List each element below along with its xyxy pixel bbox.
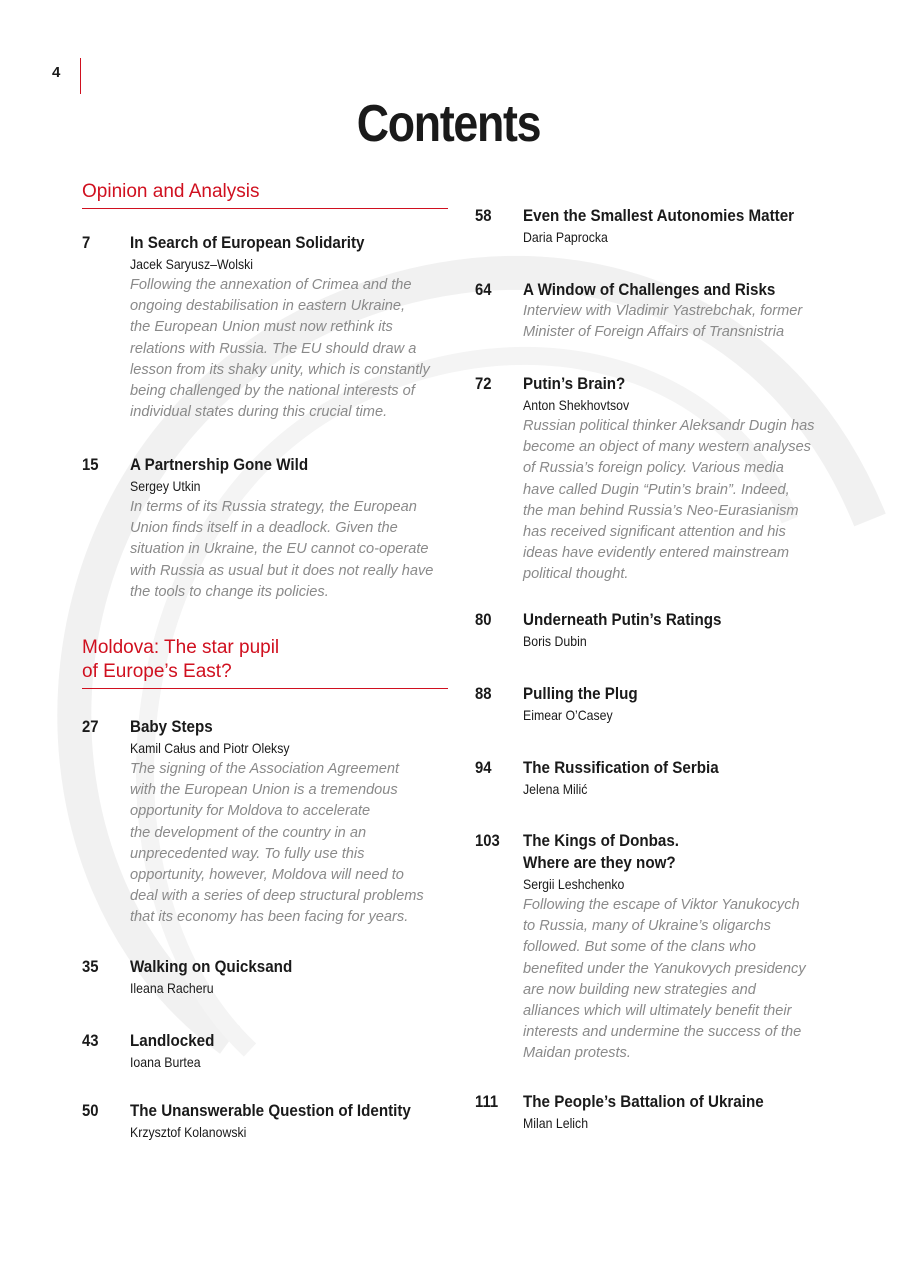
toc-entry-author: Milan Lelich [523, 1115, 589, 1131]
toc-entry-title: Baby Steps [130, 718, 213, 736]
toc-entry-summary-line: opportunity for Moldova to accelerate [130, 803, 371, 820]
toc-page-number: 15 [82, 456, 99, 474]
toc-page-number: 7 [82, 234, 91, 252]
toc-page-number: 72 [475, 375, 492, 393]
toc-entry-body [523, 373, 853, 586]
toc-page-number: 27 [82, 718, 99, 736]
toc-entry-summary-line: ideas have evidently entered mainstream [523, 545, 790, 562]
toc-entry-summary-line: In terms of its Russia strategy, the European [130, 499, 417, 515]
toc-entry-title: Pulling the Plug [523, 685, 638, 703]
toc-entry-summary-line: the European Union must now rethink its [130, 319, 393, 336]
toc-entry-summary-line: have called Dugin “Putin’s brain”. Indeed, [523, 481, 790, 498]
toc-page-number: 80 [475, 611, 492, 629]
toc-entry-title: Underneath Putin’s Ratings [523, 611, 722, 629]
toc-entry-title: Landlocked [130, 1032, 215, 1050]
toc-entry-author: Boris Dubin [523, 633, 587, 649]
toc-page-number: 88 [475, 685, 492, 703]
toc-entry-summary-line: the man behind Russia’s Neo-Eurasianism [523, 502, 799, 519]
toc-entry-summary-line: political thought. [523, 566, 629, 583]
toc-entry-author: Sergii Leshchenko [523, 876, 625, 892]
toc-entry-title: Putin’s Brain? [523, 375, 626, 393]
toc-entry-summary-line: individual states during this crucial time. [130, 404, 388, 421]
toc-entry-author: Jacek Saryusz–Wolski [130, 256, 254, 272]
toc-page-number: 43 [82, 1032, 99, 1050]
toc-entry-summary-line: deal with a series of deep structural problems [130, 888, 424, 905]
section-heading-line: of Europe’s East? [82, 661, 232, 682]
toc-entry-title: Where are they now? [523, 854, 676, 872]
toc-entry-summary-line: are now building new strategies and [523, 981, 756, 998]
toc-entry-author: Krzysztof Kolanowski [130, 1124, 247, 1140]
toc-entry-body [523, 830, 853, 1065]
toc-entry-author: Anton Shekhovtsov [523, 397, 630, 413]
toc-entry-title: The People’s Battalion of Ukraine [523, 1093, 764, 1111]
page-title: Contents [356, 95, 541, 153]
toc-entry-title: A Window of Challenges and Risks [523, 281, 776, 299]
toc-entry-body [523, 609, 853, 652]
toc-entry-body [130, 1030, 460, 1073]
toc-entry-summary-line: with the European Union is a tremendous [130, 782, 398, 799]
toc-entry-summary-line: Interview with Vladimir Yastrebchak, former [523, 303, 803, 319]
toc-page-number: 94 [475, 759, 492, 777]
toc-entry-summary-line: Maidan protests. [523, 1045, 631, 1062]
toc-page-number: 64 [475, 281, 492, 299]
toc-entry-summary-line: Union finds itself in a deadlock. Given the [130, 520, 398, 537]
toc-entry-title: The Kings of Donbas. [523, 832, 680, 850]
toc-entry-summary-line: opportunity, however, Moldova will need to [130, 867, 404, 884]
toc-entry-summary-line: with Russia as usual but it does not really have [130, 562, 434, 579]
section-heading-moldova [82, 636, 448, 689]
toc-page-number: 35 [82, 958, 99, 976]
toc-entry-body [523, 205, 853, 248]
toc-entry-summary-line: Minister of Foreign Affairs of Transnistria [523, 324, 785, 341]
toc-entry-author: Sergey Utkin [130, 478, 201, 494]
toc-entry-summary-line: unprecedented way. To fully use this [130, 845, 365, 862]
toc-page-number: 103 [475, 832, 500, 850]
toc-entry-title: Even the Smallest Autonomies Matter [523, 207, 795, 225]
toc-entry-author: Eimear O’Casey [523, 707, 613, 723]
toc-entry-body [523, 1091, 853, 1134]
toc-entry-summary-line: the tools to change its policies. [130, 583, 329, 600]
page-number-divider [80, 58, 81, 94]
toc-entry-summary-line: alliances which will ultimately benefit their [523, 1003, 792, 1020]
section-heading-line: Opinion and Analysis [82, 181, 260, 202]
toc-entry-summary-line: being challenged by the national interests of [130, 383, 415, 400]
toc-entry-summary-line: followed. But some of the clans who [523, 939, 756, 956]
toc-entry-body [130, 454, 460, 603]
section-heading-opinion [82, 180, 448, 209]
section-heading-line: Moldova: The star pupil [82, 637, 280, 658]
toc-entry-summary-line: relations with Russia. The EU should draw a [130, 340, 417, 357]
toc-entry-title: In Search of European Solidarity [130, 234, 365, 252]
toc-entry-summary-line: that its economy has been facing for years. [130, 909, 409, 926]
toc-entry-summary-line: Following the escape of Viktor Yanukocych [523, 897, 800, 913]
toc-entry-summary-line: become an object of many western analyses [523, 439, 811, 456]
toc-entry-body [130, 1100, 460, 1143]
toc-entry-title: The Russification of Serbia [523, 759, 719, 777]
toc-entry-summary-line: interests and undermine the success of the [523, 1024, 802, 1041]
toc-entry-summary-line: situation in Ukraine, the EU cannot co-operate [130, 541, 429, 558]
toc-page-number: 111 [475, 1093, 499, 1111]
toc-entry-summary-line: Following the annexation of Crimea and the [130, 277, 412, 293]
toc-entry-summary-line: benefited under the Yanukovych presidency [523, 960, 806, 977]
toc-entry-summary-line: the development of the country in an [130, 824, 367, 841]
toc-entry-body [523, 683, 853, 726]
toc-entry-summary-line: to Russia, many of Ukraine’s oligarchs [523, 918, 771, 935]
toc-page-number: 50 [82, 1102, 99, 1120]
toc-page-number: 58 [475, 207, 492, 225]
toc-entry-author: Ioana Burtea [130, 1054, 201, 1070]
toc-entry-body [130, 232, 460, 423]
page-number: 4 [52, 64, 61, 81]
toc-entry-body [130, 716, 460, 929]
toc-entry-body [523, 279, 853, 343]
toc-entry-summary-line: Russian political thinker Aleksandr Dugin has [523, 418, 815, 434]
toc-entry-summary-line: The signing of the Association Agreement [130, 761, 400, 777]
toc-entry-summary-line: has received significant attention and his [523, 524, 786, 541]
toc-entry-author: Daria Paprocka [523, 229, 608, 245]
toc-entry-body [523, 757, 853, 800]
toc-entry-title: Walking on Quicksand [130, 958, 293, 976]
toc-entry-author: Ileana Racheru [130, 980, 214, 996]
toc-entry-summary-line: ongoing destabilisation in eastern Ukraine, [130, 298, 406, 315]
toc-entry-body [130, 956, 460, 999]
toc-entry-title: The Unanswerable Question of Identity [130, 1102, 411, 1120]
toc-entry-summary-line: lesson from its shaky unity, which is constantly [130, 361, 430, 378]
toc-entry-summary-line: of Russia’s foreign policy. Various media [523, 460, 784, 477]
toc-entry-title: A Partnership Gone Wild [130, 456, 309, 474]
toc-entry-author: Jelena Milić [523, 781, 588, 797]
toc-entry-author: Kamil Całus and Piotr Oleksy [130, 740, 290, 756]
